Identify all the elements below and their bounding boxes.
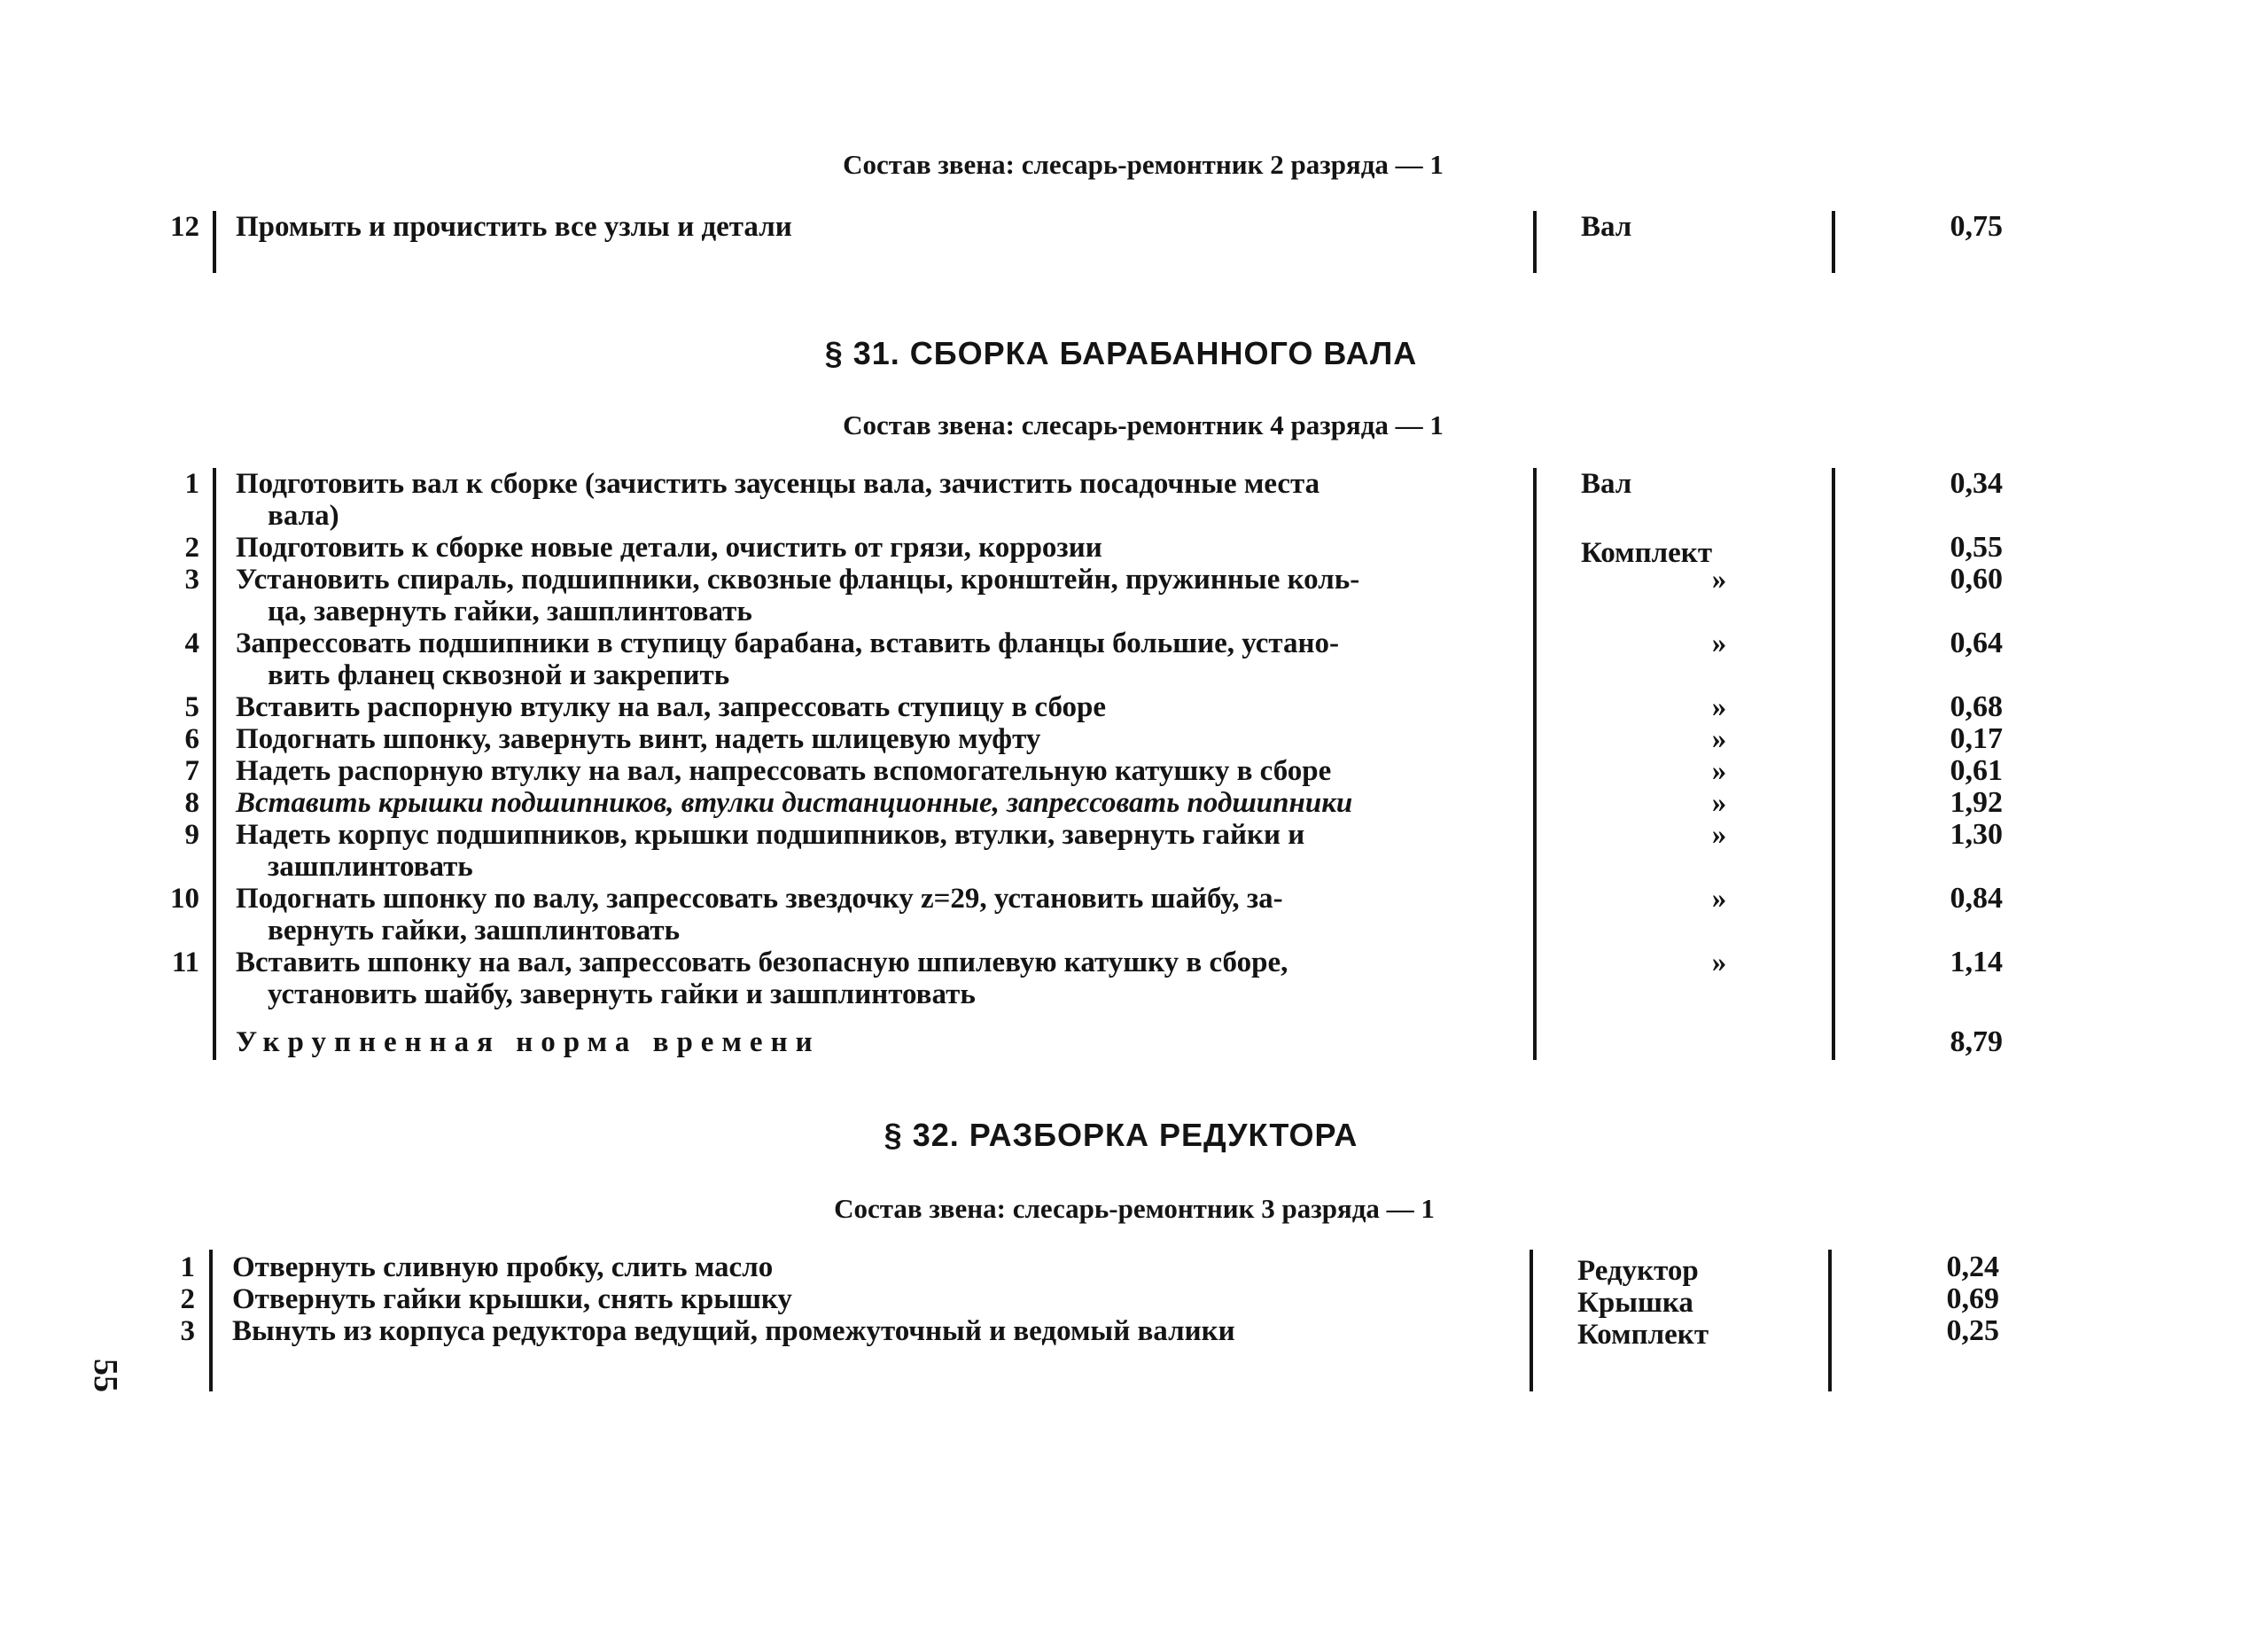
row-value: 0,64 bbox=[1950, 627, 2003, 659]
row-value: 0,55 bbox=[1950, 531, 2003, 564]
row-number: 9 bbox=[184, 819, 199, 851]
crew-composition-section31: Состав звена: слесарь-ремонтник 4 разряда — 1 bbox=[843, 409, 1444, 440]
row-value: 0,60 bbox=[1950, 563, 2003, 596]
row-number: 12 bbox=[170, 211, 199, 243]
row-unit: Комплект bbox=[1581, 537, 1713, 569]
row-number: 2 bbox=[184, 532, 199, 564]
row-description: Запрессовать подшипники в ступицу барабана, вставить фланцы большие, устано- вить фланец сквозной и закрепить bbox=[236, 627, 1340, 691]
row-unit-ditto: » bbox=[1711, 947, 1727, 978]
row-description: Установить спираль, подшипники, сквозные фланцы, кронштейн, пружинные коль- ца, завернуть гайки, зашплинтовать bbox=[236, 564, 1360, 627]
row-value: 0,17 bbox=[1950, 722, 2003, 755]
row-number: 2 bbox=[180, 1283, 195, 1315]
row-unit-ditto: » bbox=[1711, 819, 1727, 851]
row-value: 1,30 bbox=[1950, 818, 2003, 851]
row-description: Надеть корпус подшипников, крышки подшипников, втулки, завернуть гайки и зашплинтовать bbox=[236, 819, 1305, 883]
row-unit-ditto: » bbox=[1711, 787, 1727, 819]
row-number: 3 bbox=[180, 1315, 195, 1347]
row-description: Подогнать шпонку, завернуть винт, надеть шлицевую муфту bbox=[236, 723, 1041, 755]
row-unit-ditto: » bbox=[1711, 723, 1727, 755]
row-value: 0,61 bbox=[1950, 754, 2003, 787]
section-32-title: § 32. РАЗБОРКА РЕДУКТОРА bbox=[884, 1117, 1358, 1153]
row-unit-ditto: » bbox=[1711, 883, 1727, 915]
table-divider bbox=[1533, 211, 1537, 273]
row-description: Отвернуть гайки крышки, снять крышку bbox=[232, 1283, 792, 1315]
row-unit-ditto: » bbox=[1711, 564, 1727, 596]
total-label: Укрупненная норма времени bbox=[236, 1026, 821, 1058]
crew-composition-section32: Состав звена: слесарь-ремонтник 3 разряда — 1 bbox=[834, 1193, 1435, 1224]
row-description: Промыть и прочистить все узлы и детали bbox=[236, 211, 792, 243]
table-divider bbox=[1828, 1250, 1832, 1391]
row-value: 1,92 bbox=[1950, 786, 2003, 819]
crew-composition-block1: Состав звена: слесарь-ремонтник 2 разряда — 1 bbox=[843, 149, 1444, 180]
row-unit: Комплект bbox=[1577, 1319, 1709, 1351]
table-divider bbox=[213, 468, 216, 1060]
row-description: Вставить распорную втулку на вал, запрессовать ступицу в сборе bbox=[236, 691, 1107, 723]
page-number: 55 bbox=[87, 1359, 124, 1392]
row-value: 0,68 bbox=[1950, 690, 2003, 723]
row-description: Подготовить вал к сборке (зачистить заусенцы вала, зачистить посадочные места вала) bbox=[236, 468, 1320, 532]
row-description: Отвернуть сливную пробку, слить масло bbox=[232, 1251, 774, 1283]
row-number: 4 bbox=[184, 627, 199, 659]
table-divider bbox=[1533, 468, 1537, 1060]
row-value: 0,24 bbox=[1946, 1251, 1999, 1283]
row-value: 1,14 bbox=[1950, 946, 2003, 978]
row-number: 1 bbox=[184, 468, 199, 500]
row-unit-ditto: » bbox=[1711, 755, 1727, 787]
total-value: 8,79 bbox=[1950, 1025, 2003, 1058]
row-number: 6 bbox=[184, 723, 199, 755]
row-number: 1 bbox=[180, 1251, 195, 1283]
row-number: 3 bbox=[184, 564, 199, 596]
table-divider bbox=[213, 211, 216, 273]
table-divider bbox=[1530, 1250, 1533, 1391]
row-value: 0,69 bbox=[1946, 1282, 1999, 1315]
table-divider bbox=[1832, 211, 1835, 273]
row-value: 0,34 bbox=[1950, 467, 2003, 500]
row-unit: Редуктор bbox=[1577, 1255, 1699, 1287]
row-unit: Крышка bbox=[1577, 1287, 1693, 1319]
row-description: Вставить шпонку на вал, запрессовать безопасную шпилевую катушку в сборе, установить шайбу, завернуть гайки и зашплинтовать bbox=[236, 947, 1288, 1010]
row-number: 8 bbox=[184, 787, 199, 819]
row-unit-ditto: » bbox=[1711, 691, 1727, 723]
row-description: Вынуть из корпуса редуктора ведущий, промежуточный и ведомый валики bbox=[232, 1315, 1235, 1347]
row-description: Подогнать шпонку по валу, запрессовать звездочку z=29, установить шайбу, за- вернуть гайки, зашплинтовать bbox=[236, 883, 1283, 947]
row-value: 0,75 bbox=[1950, 210, 2003, 243]
row-description: Вставить крышки подшипников, втулки дистанционные, запрессовать подшипники bbox=[236, 787, 1353, 819]
row-unit: Вал bbox=[1581, 211, 1632, 243]
section-31-title: § 31. СБОРКА БАРАБАННОГО ВАЛА bbox=[824, 335, 1418, 371]
row-unit: Вал bbox=[1581, 468, 1632, 500]
row-number: 10 bbox=[170, 883, 199, 915]
row-description: Надеть распорную втулку на вал, напрессовать вспомогательную катушку в сборе bbox=[236, 755, 1332, 787]
table-divider bbox=[209, 1250, 213, 1391]
row-unit-ditto: » bbox=[1711, 627, 1727, 659]
row-value: 0,25 bbox=[1946, 1314, 1999, 1347]
row-value: 0,84 bbox=[1950, 882, 2003, 915]
row-description: Подготовить к сборке новые детали, очистить от грязи, коррозии bbox=[236, 532, 1102, 564]
row-number: 11 bbox=[171, 947, 199, 978]
row-number: 5 bbox=[184, 691, 199, 723]
row-number: 7 bbox=[184, 755, 199, 787]
table-divider bbox=[1832, 468, 1835, 1060]
